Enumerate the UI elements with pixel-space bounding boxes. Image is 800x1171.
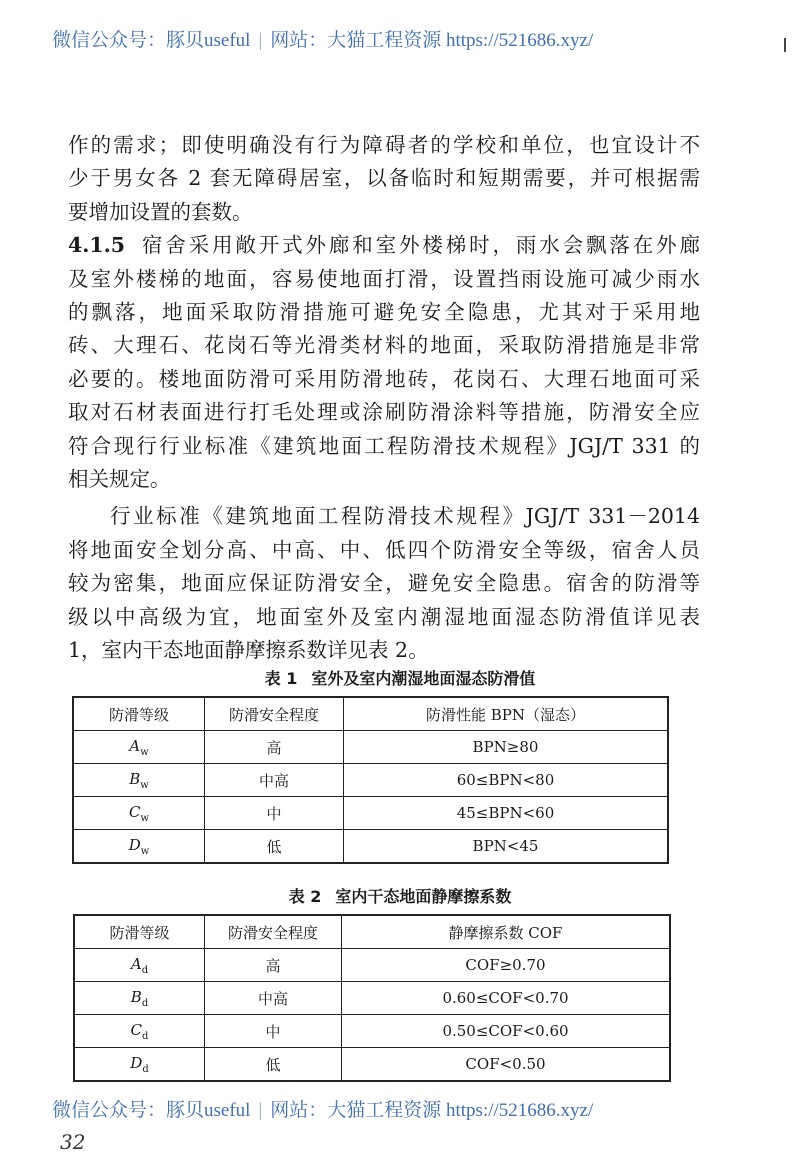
page-number: 32 <box>60 1130 86 1154</box>
safety-level-cell: 低 <box>205 1048 342 1082</box>
table-number: 表 1 <box>264 669 298 688</box>
section-number: 4.1.5 <box>68 233 126 258</box>
grade-subscript: d <box>141 964 149 976</box>
text-line-content: 宿舍采用敞开式外廊和室外楼梯时，雨水会飘落在外廊 <box>139 233 700 258</box>
value-cell: 60≤BPN<80 <box>344 764 669 797</box>
page-edge-mark <box>784 38 786 52</box>
value-cell: 45≤BPN<60 <box>344 797 669 830</box>
grade-letter: A <box>129 736 141 755</box>
text-line-content: 符合现行行业标准《建筑地面工程防滑技术规程》JGJ/T 331 的 <box>68 433 700 458</box>
grade-subscript: w <box>140 845 150 857</box>
table1 <box>72 696 669 864</box>
table2-caption <box>0 884 800 907</box>
value-cell: 0.60≤COF<0.70 <box>342 982 671 1015</box>
value-cell: 0.50≤COF<0.60 <box>342 1015 671 1048</box>
text-line <box>68 465 700 493</box>
table-header-row <box>73 697 668 731</box>
table-title: 室外及室内潮湿地面湿态防滑值 <box>311 669 536 688</box>
text-line <box>68 265 700 293</box>
grade-subscript: w <box>140 779 149 791</box>
grade-subscript: d <box>142 1030 149 1042</box>
text-line-content: 取对石材表面进行打毛处理或涂刷防滑涂料等措施，防滑安全应 <box>68 400 700 425</box>
grade-letter: D <box>130 1053 143 1072</box>
text-line-content: 级以中高级为宜，地面室外及室内潮湿地面湿态防滑值详见表 <box>68 604 700 629</box>
text-line-content: 作的需求；即使明确没有行为障碍者的学校和单位，也宜设计不 <box>68 133 700 157</box>
value-cell: COF<0.50 <box>342 1048 671 1082</box>
text-line-content: 少于男女各 2 套无障碍居室，以备临时和短期需要，并可根据需 <box>68 166 700 191</box>
watermark-site: 网站：大猫工程资源 https://521686.xyz/ <box>270 1100 594 1121</box>
text-line <box>68 331 700 359</box>
grade-subscript: w <box>140 812 150 824</box>
watermark-bottom <box>52 1100 752 1122</box>
text-line <box>68 131 700 159</box>
safety-level-cell: 中高 <box>205 982 342 1015</box>
text-line <box>68 432 700 460</box>
grade-cell <box>73 764 205 797</box>
column-header: 防滑等级 <box>74 915 205 949</box>
text-line <box>110 502 700 530</box>
text-line-content: 行业标准《建筑地面工程防滑技术规程》JGJ/T 331－2014 <box>110 504 700 529</box>
column-header: 防滑性能 BPN（湿态） <box>344 697 669 731</box>
table-title: 室内干态地面静摩擦系数 <box>335 887 512 906</box>
grade-cell <box>74 982 205 1015</box>
text-line <box>68 569 700 597</box>
table1-caption <box>0 666 800 689</box>
text-line <box>68 231 700 259</box>
table-row <box>73 797 668 830</box>
column-header: 防滑安全程度 <box>205 697 344 731</box>
grade-letter: C <box>130 1020 143 1039</box>
safety-level-cell: 高 <box>205 731 344 764</box>
table2 <box>73 914 671 1082</box>
text-line <box>68 603 700 631</box>
text-line <box>68 365 700 393</box>
text-line-content: 必要的。楼地面防滑可采用防滑地砖，花岗石、大理石地面可采 <box>68 366 700 391</box>
watermark-separator: | <box>258 30 263 51</box>
text-line-content: 砖、大理石、花岗石等光滑类材料的地面，采取防滑措施是非常 <box>68 333 700 358</box>
safety-level-cell: 中高 <box>205 764 344 797</box>
watermark-site: 网站：大猫工程资源 https://521686.xyz/ <box>270 30 594 51</box>
text-line <box>68 536 700 564</box>
grade-letter: D <box>128 835 141 854</box>
safety-level-cell: 低 <box>205 830 344 864</box>
text-line-content: 的飘落，地面采取防滑措施可避免安全隐患，尤其对于采用地 <box>68 300 700 324</box>
grade-letter: B <box>130 987 142 1006</box>
table-row <box>74 1015 670 1048</box>
text-line-content: 1，室内干态地面静摩擦系数详见表 2。 <box>68 638 429 662</box>
safety-level-cell: 高 <box>205 949 342 982</box>
watermark-wechat: 微信公众号：豚贝useful <box>52 30 251 51</box>
text-line-content: 将地面安全划分高、中高、中、低四个防滑安全等级，宿舍人员 <box>68 537 700 562</box>
text-line-content: 及室外楼梯的地面，容易使地面打滑，设置挡雨设施可减少雨水 <box>68 266 700 291</box>
table-row <box>74 949 670 982</box>
text-line <box>68 198 700 226</box>
grade-cell <box>74 1048 205 1082</box>
table-number: 表 2 <box>288 887 322 906</box>
grade-subscript: w <box>140 746 149 758</box>
column-header: 静摩擦系数 COF <box>342 915 671 949</box>
table-row <box>74 982 670 1015</box>
grade-cell <box>73 797 205 830</box>
table-row <box>73 830 668 864</box>
text-line <box>68 636 700 664</box>
grade-letter: C <box>128 802 141 821</box>
watermark-top <box>52 30 752 52</box>
grade-subscript: d <box>142 1063 149 1075</box>
column-header: 防滑安全程度 <box>205 915 342 949</box>
grade-letter: A <box>130 954 142 973</box>
value-cell: COF≥0.70 <box>342 949 671 982</box>
value-cell: BPN≥80 <box>344 731 669 764</box>
text-line-content: 要增加设置的套数。 <box>68 199 253 224</box>
table-row <box>74 1048 670 1082</box>
grade-cell <box>73 731 205 764</box>
table-header-row <box>74 915 670 949</box>
text-line-content: 较为密集，地面应保证防滑安全，避免安全隐患。宿舍的防滑等 <box>68 571 700 596</box>
text-line <box>68 398 700 426</box>
column-header: 防滑等级 <box>73 697 205 731</box>
safety-level-cell: 中 <box>205 1015 342 1048</box>
grade-subscript: d <box>141 997 149 1009</box>
safety-level-cell: 中 <box>205 797 344 830</box>
text-line <box>68 164 700 192</box>
text-line <box>68 298 700 326</box>
value-cell: BPN<45 <box>344 830 669 864</box>
watermark-separator: | <box>258 1100 263 1121</box>
grade-cell <box>73 830 205 864</box>
grade-cell <box>74 949 205 982</box>
grade-letter: B <box>129 769 141 788</box>
watermark-wechat: 微信公众号：豚贝useful <box>52 1100 251 1121</box>
table-row <box>73 731 668 764</box>
grade-cell <box>74 1015 205 1048</box>
text-line-content: 相关规定。 <box>68 467 171 491</box>
table-row <box>73 764 668 797</box>
